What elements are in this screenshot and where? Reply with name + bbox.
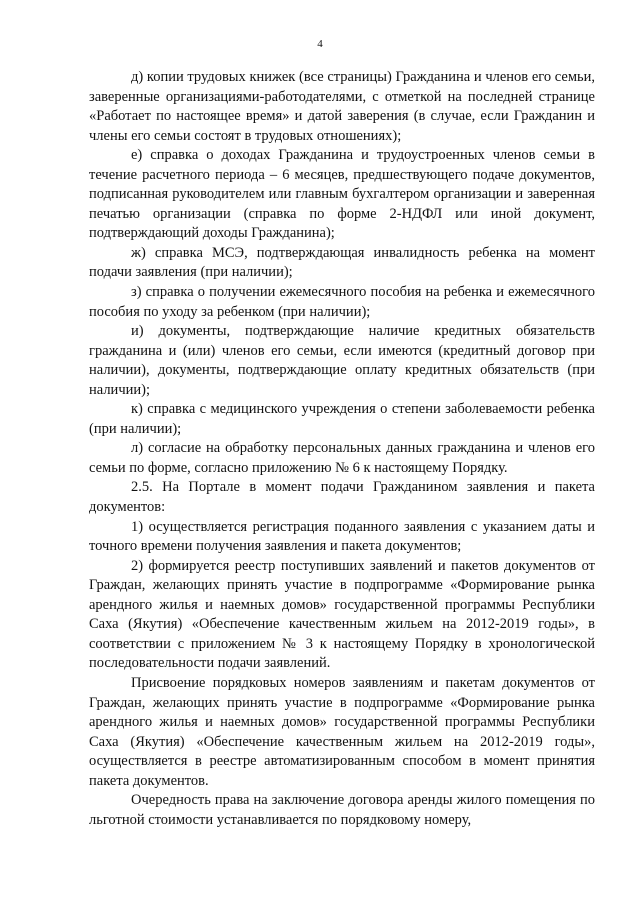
paragraph-z: з) справка о получении ежемесячного пособия на ребенка и ежемесячного пособия по уходу за ребенком (при наличии); <box>89 284 595 320</box>
paragraph-k: к) справка с медицинского учреждения о степени заболеваемости ребенка (при наличии); <box>89 401 595 437</box>
section-2-5-item-2: 2) формируется реестр поступивших заявлений и пакетов документов от Граждан, желающих принять участие в подпрограмме «Формирование рынка арендного жилья и наемных домов» государственной программы Республики Саха (Якутия) «Обеспечение качественным жильем на 2012-2019 годы», в соответствии с приложением № 3 к настоящему Порядку в хронологической последовательности подачи заявлений. <box>89 557 595 672</box>
paragraph-i: и) документы, подтверждающие наличие кредитных обязательств гражданина и (или) членов его семьи, если имеются (кредитный договор при наличии), документы, подтверждающие оплату кредитных обязательств (при наличии); <box>89 323 595 398</box>
page-number: 4 <box>317 38 323 50</box>
body-text <box>89 68 595 830</box>
paragraph-numbering: Присвоение порядковых номеров заявлениям и пакетам документов от Граждан, желающих принять участие в подпрограмме «Формирование рынка арендного жилья и наемных домов» государственной программы Республики Саха (Якутия) «Обеспечение качественным жильем на 2012-2019 годы», осуществляется в реестре автоматизированным способом в момент принятия пакета документов. <box>89 674 595 789</box>
paragraph-e: е) справка о доходах Гражданина и трудоустроенных членов семьи в течение расчетного периода – 6 месяцев, предшествующего подаче документов, подписанная руководителем или главным бухгалтером организации и заверенная печатью организации (справка по форме 2-НДФЛ или иной документ, подтверждающий доходы Гражданина); <box>89 147 595 242</box>
section-2-5: 2.5. На Портале в момент подачи Гражданином заявления и пакета документов: <box>89 479 595 516</box>
section-2-5-item-1: 1) осуществляется регистрация поданного заявления с указанием даты и точного времени получения заявления и пакета документов; <box>89 518 595 555</box>
paragraph-priority: Очередность права на заключение договора аренды жилого помещения по льготной стоимости устанавливается по порядковому номеру, <box>89 792 595 828</box>
paragraph-d: д) копии трудовых книжек (все страницы) Гражданина и членов его семьи, заверенные организациями-работодателями, с отметкой на последней странице «Работает по настоящее время» и датой заверения (в случае, если Гражданин и члены его семьи состоят в трудовых отношениях); <box>89 69 595 144</box>
paragraph-zh: ж) справка МСЭ, подтверждающая инвалидность ребенка на момент подачи заявления (при наличии); <box>89 244 595 281</box>
paragraph-l: л) согласие на обработку персональных данных гражданина и членов его семьи по форме, согласно приложению № 6 к настоящему Порядку. <box>89 440 595 476</box>
